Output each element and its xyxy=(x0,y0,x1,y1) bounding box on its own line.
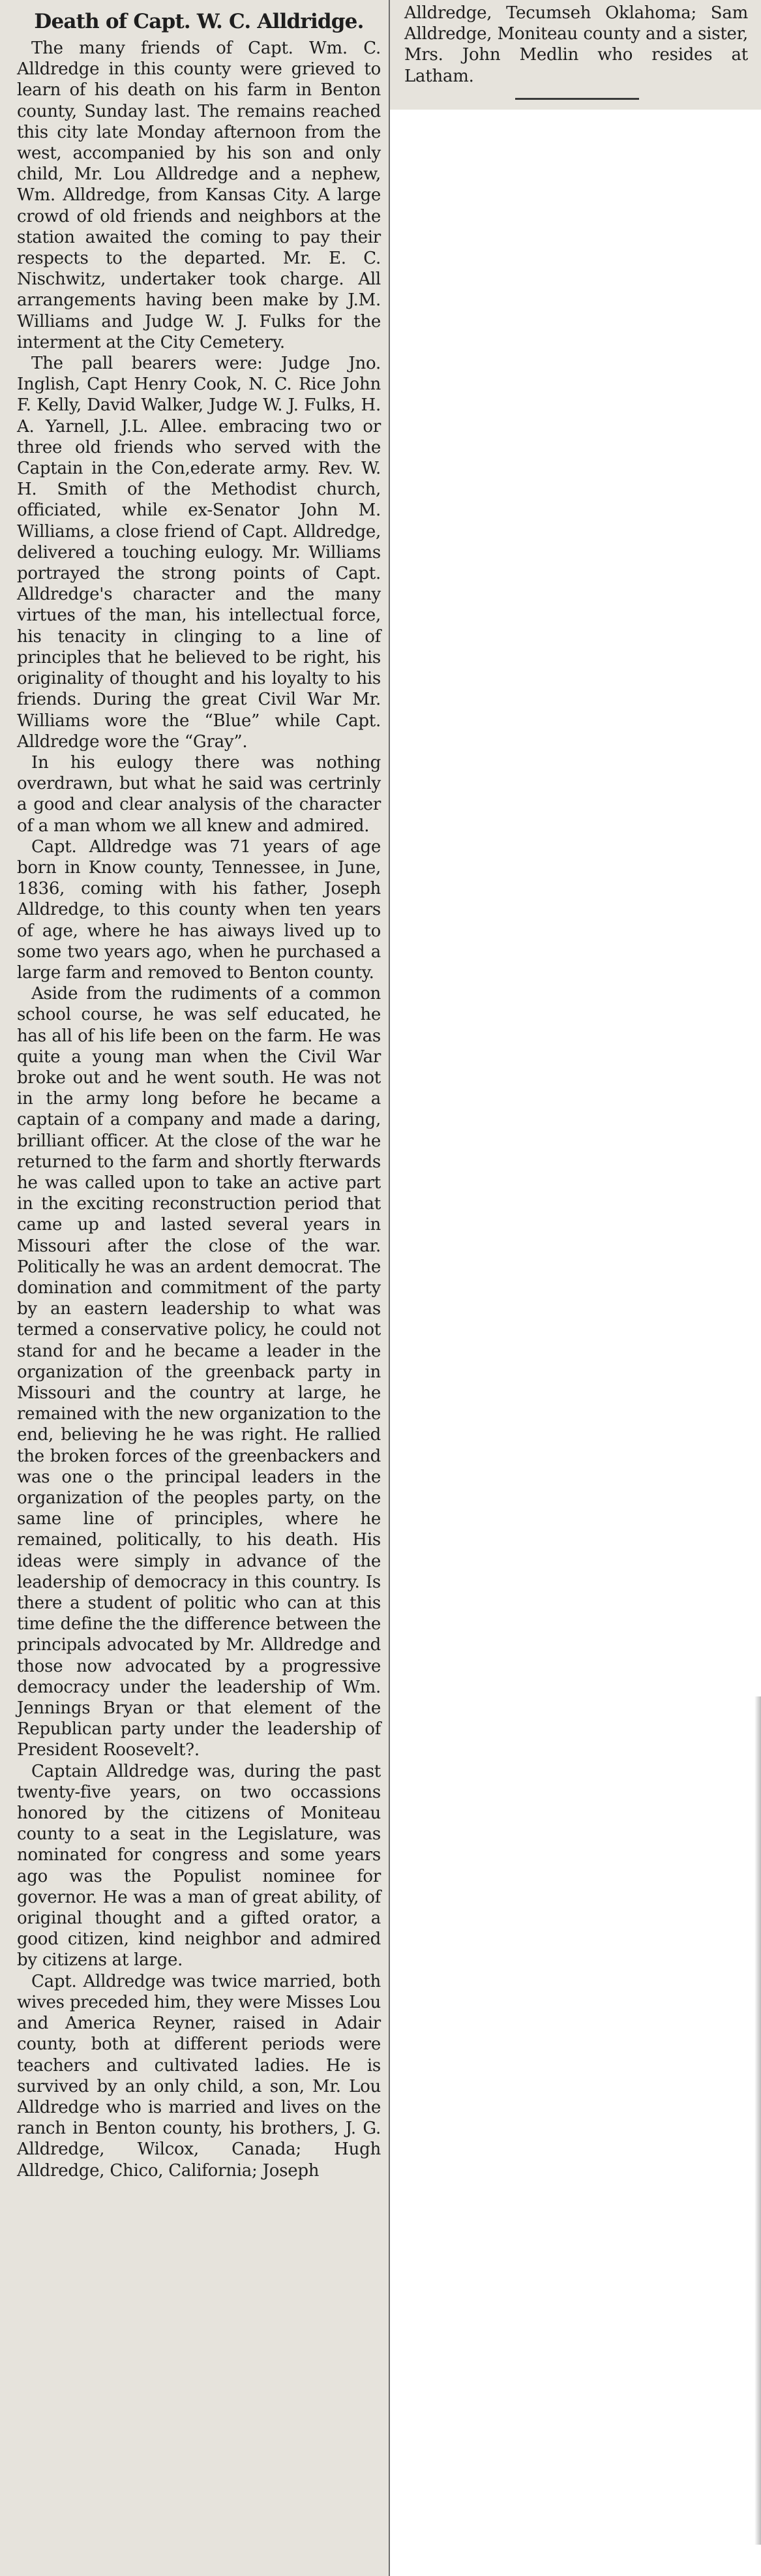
article-paragraph-4: Capt. Alldredge was 71 years of age born in Know county, Tennessee, in June, 1836, coming with his father, Joseph Alldredge, to this county when ten years of age, where he has aiways lived up to some two years ago, when he purchased a large farm and removed to Benton county. xyxy=(17,836,381,983)
page-edge-shadow xyxy=(754,1696,761,2545)
column-divider xyxy=(389,0,390,2576)
article-paragraph-5: Aside from the rudiments of a common school course, he was self educated, he has all of his life been on the farm. He was quite a young man when the Civil War broke out and he went south. He was not in the army long before he became a captain of a company and made a daring, brilliant officer. At the close of the war he returned to the farm and shortly fterwards he was called upon to take an active part in the exciting reconstruction period that came up and lasted several years in Missouri after the close of the war. Politically he was an ardent democrat. The domination and commitment of the party by an eastern leadership to what was termed a conservative policy, he could not stand for and he became a leader in the organization of the greenback party in Missouri and the country at large, he remained with the new organization to the end, believing he he was right. He rallied the broken forces of the greenbackers and was one o the principal leaders in the organization of the peoples party, on the same line of principles, where he remained, politically, to his death. His ideas were simply in advance of the leadership of democracy in this country. Is there a student of politic who can at this time define the the difference between the principals advocated by Mr. Alldredge and those now advocated by a progressive democracy under the leadership of Wm. Jennings Bryan or that element of the Republican party under the leadership of President Roosevelt?. xyxy=(17,984,381,1760)
article-column-right xyxy=(390,0,761,110)
article-paragraph-1: The many friends of Capt. Wm. C. Alldredge in this county were grieved to learn of his death on his farm in Benton county, Sunday last. The remains reached this city late Monday afternoon from the west, accompanied by his son and only child, Mr. Lou Alldredge and a nephew, Wm. Alldredge, from Kansas City. A large crowd of old friends and neighbors at the station awaited the coming to pay their respects to the departed. Mr. E. C. Nischwitz, undertaker took charge. All arrangements having been make by J.M. Williams and Judge W. J. Fulks for the interment at the City Cemetery. xyxy=(17,38,381,352)
article-end-rule xyxy=(515,98,639,100)
article-paragraph-6: Captain Alldredge was, during the past twenty-five years, on two occassions honored by the citizens of Moniteau county to a seat in the Legislature, was nominated for congress and some years ago was the Populist nominee for governor. He was a man of great ability, of original thought and a gifted orator, a good citizen, kind neighbor and admired by citizens at large. xyxy=(17,1761,381,1970)
article-continuation: Alldredge, Tecumseh Oklahoma; Sam Alldredge, Moniteau county and a sister, Mrs. John Medlin who resides at Latham. xyxy=(404,3,748,86)
article-headline: Death of Capt. W. C. Alldridge. xyxy=(34,10,364,33)
article-paragraph-3: In his eulogy there was nothing overdrawn, but what he said was certrinly a good and clear analysis of the character of a man whom we all knew and admired. xyxy=(17,752,381,836)
article-paragraph-7: Capt. Alldredge was twice married, both wives preceded him, they were Misses Lou and America Reyner, raised in Adair county, both at different periods were teachers and cultivated ladies. He is survived by an only child, a son, Mr. Lou Alldredge who is married and lives on the ranch in Benton county, his brothers, J. G. Alldredge, Wilcox, Canada; Hugh Alldredge, Chico, California; Joseph xyxy=(17,1971,381,2181)
article-paragraph-2: The pall bearers were: Judge Jno. Inglish, Capt Henry Cook, N. C. Rice John F. Kelly, David Walker, Judge W. J. Fulks, H. A. Yarnell, J.L. Allee. embracing two or three old friends who served with the Captain in the Con,ederate army. Rev. W. H. Smith of the Methodist church, officiated, while ex-Senator John M. Williams, a close friend of Capt. Alldredge, delivered a touching eulogy. Mr. Williams portrayed the strong points of Capt. Alldredge's character and the many virtues of the man, his intellectual force, his tenacity in clinging to a line of principles that he believed to be right, his originality of thought and his loyalty to his friends. During the great Civil War Mr. Williams wore the “Blue” while Capt. Alldredge wore the “Gray”. xyxy=(17,354,381,752)
